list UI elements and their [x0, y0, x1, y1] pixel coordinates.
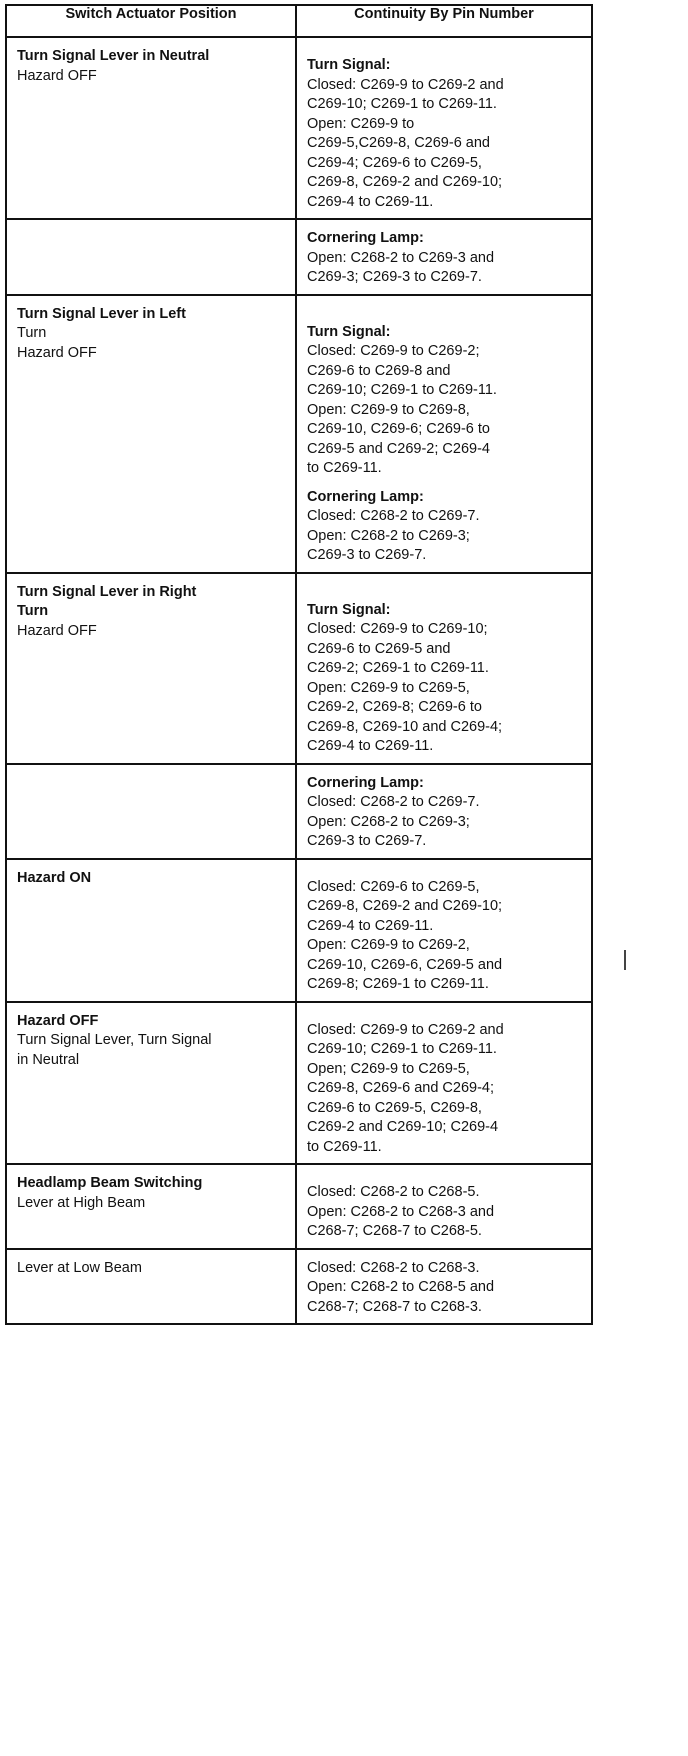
continuity-line: Open: C268-2 to C269-3 and — [307, 249, 495, 266]
continuity-line: C269-8, C269-2 and C269-10; — [307, 898, 503, 914]
continuity-line: C269-3; C269-3 to C269-7. — [307, 269, 482, 285]
continuity-line: C269-6 to C269-8 and — [307, 362, 451, 379]
continuity-line: Closed: C269-9 to C269-2 and — [307, 1021, 504, 1038]
continuity-line: Closed: C269-9 to C269-2; — [307, 343, 480, 359]
table-row — [6, 219, 592, 295]
position-heading: Turn Signal Lever in Right — [17, 583, 197, 600]
continuity-line: C269-4 to C269-11. — [307, 917, 434, 934]
position-text: Hazard OFF — [17, 622, 97, 639]
continuity-line: C269-4 to C269-11. — [307, 738, 434, 754]
table-header-row — [6, 5, 592, 37]
continuity-line: C269-2, C269-8; C269-6 to — [307, 699, 482, 715]
continuity-heading: Cornering Lamp: — [307, 774, 424, 791]
position-heading: Hazard ON — [17, 869, 92, 886]
continuity-line: C268-7; C268-7 to C268-3. — [307, 1298, 482, 1315]
continuity-line: Closed: C268-2 to C268-3. — [307, 1259, 480, 1276]
position-heading: Hazard OFF — [17, 1012, 99, 1029]
continuity-line: Open: C269-9 to C269-8, — [307, 401, 470, 418]
position-text: Lever at High Beam — [17, 1194, 146, 1211]
continuity-table — [5, 4, 593, 1325]
spacer — [307, 869, 583, 878]
continuity-cell — [296, 859, 592, 1002]
position-cell — [6, 859, 296, 1002]
continuity-line: Closed: C269-9 to C269-10; — [307, 621, 488, 637]
continuity-line: C269-10, C269-6; C269-6 to — [307, 421, 490, 437]
continuity-line: C269-8, C269-10 and C269-4; — [307, 718, 503, 735]
position-cell — [6, 1002, 296, 1165]
continuity-heading: Turn Signal: — [307, 57, 391, 73]
position-text: Lever at Low Beam — [17, 1259, 142, 1276]
continuity-line: C268-7; C268-7 to C268-5. — [307, 1223, 482, 1239]
position-text: Hazard OFF — [17, 67, 97, 84]
continuity-cell — [296, 1164, 592, 1249]
continuity-line: C269-6 to C269-5, C269-8, — [307, 1099, 482, 1116]
continuity-cell — [296, 764, 592, 859]
table-row — [6, 37, 592, 219]
continuity-line: C269-6 to C269-5 and — [307, 640, 451, 657]
spacer — [307, 314, 583, 323]
table-row — [6, 295, 592, 573]
continuity-line: Open: C268-2 to C268-3 and — [307, 1203, 495, 1220]
continuity-line: C269-10; C269-1 to C269-11. — [307, 96, 497, 112]
continuity-line: Closed: C268-2 to C269-7. — [307, 794, 480, 810]
continuity-line: Open: C268-2 to C269-3; — [307, 527, 470, 544]
table-row — [6, 573, 592, 764]
continuity-line: C269-8; C269-1 to C269-11. — [307, 976, 489, 992]
continuity-line: Open: C268-2 to C269-3; — [307, 813, 470, 830]
position-text: Hazard OFF — [17, 344, 97, 361]
continuity-cell — [296, 573, 592, 764]
continuity-line: C269-2 and C269-10; C269-4 — [307, 1119, 499, 1135]
stray-mark — [624, 950, 626, 970]
continuity-line: C269-4; C269-6 to C269-5, — [307, 154, 482, 171]
position-heading: Turn — [17, 603, 49, 619]
position-cell — [6, 37, 296, 219]
table-body — [6, 37, 592, 1324]
continuity-line: to C269-11. — [307, 460, 382, 476]
spacer — [307, 47, 583, 56]
continuity-cell — [296, 37, 592, 219]
position-cell — [6, 219, 296, 295]
continuity-heading: Cornering Lamp: — [307, 488, 424, 505]
position-heading: Turn Signal Lever in Left — [17, 305, 186, 322]
position-text: Turn Signal Lever, Turn Signal in Neutral — [17, 1032, 212, 1068]
continuity-heading: Cornering Lamp: — [307, 230, 424, 246]
spacer — [307, 592, 583, 601]
continuity-heading: Turn Signal: — [307, 323, 391, 340]
continuity-cell — [296, 1002, 592, 1165]
continuity-cell — [296, 219, 592, 295]
continuity-line: C269-8, C269-6 and C269-4; — [307, 1080, 495, 1096]
continuity-line: Open: C269-9 to — [307, 115, 415, 132]
position-cell — [6, 764, 296, 859]
table-row — [6, 764, 592, 859]
continuity-line: C269-3 to C269-7. — [307, 547, 427, 563]
continuity-line: Open; C269-9 to C269-5, — [307, 1060, 470, 1077]
position-heading: Turn Signal Lever in Neutral — [17, 48, 210, 64]
continuity-line: Closed: C269-6 to C269-5, — [307, 878, 480, 895]
spacer — [307, 1012, 583, 1021]
table-row — [6, 1249, 592, 1325]
continuity-line: C269-5,C269-8, C269-6 and — [307, 135, 490, 151]
spacer — [307, 1174, 583, 1183]
continuity-line: C269-2; C269-1 to C269-11. — [307, 660, 489, 676]
position-text: Turn — [17, 325, 47, 341]
continuity-line: C269-5 and C269-2; C269-4 — [307, 440, 490, 457]
spacer — [307, 583, 583, 592]
table-row — [6, 1002, 592, 1165]
position-cell — [6, 573, 296, 764]
continuity-line: to C269-11. — [307, 1138, 382, 1155]
spacer — [307, 305, 583, 314]
table-row — [6, 859, 592, 1002]
continuity-line: C269-10; C269-1 to C269-11. — [307, 382, 497, 398]
continuity-line: C269-4 to C269-11. — [307, 193, 434, 210]
continuity-line: C269-10; C269-1 to C269-11. — [307, 1041, 497, 1057]
continuity-line: Open: C269-9 to C269-5, — [307, 679, 470, 696]
header-switch-actuator-position: Switch Actuator Position — [6, 5, 296, 37]
position-cell — [6, 1164, 296, 1249]
continuity-line: Closed: C269-9 to C269-2 and — [307, 76, 504, 93]
continuity-line: Closed: C268-2 to C269-7. — [307, 508, 480, 524]
continuity-line: Open: C269-9 to C269-2, — [307, 937, 470, 953]
position-cell — [6, 1249, 296, 1325]
continuity-line: C269-10, C269-6, C269-5 and — [307, 956, 503, 973]
position-heading: Headlamp Beam Switching — [17, 1175, 203, 1191]
header-continuity-by-pin-number: Continuity By Pin Number — [296, 5, 592, 37]
continuity-line: Closed: C268-2 to C268-5. — [307, 1184, 480, 1200]
continuity-cell — [296, 295, 592, 573]
continuity-line: C269-8, C269-2 and C269-10; — [307, 174, 503, 190]
continuity-line: Open: C268-2 to C268-5 and — [307, 1279, 495, 1295]
position-cell — [6, 295, 296, 573]
block-spacer — [307, 479, 583, 488]
continuity-cell — [296, 1249, 592, 1325]
continuity-heading: Turn Signal: — [307, 601, 391, 618]
continuity-line: C269-3 to C269-7. — [307, 833, 427, 849]
table-row — [6, 1164, 592, 1249]
